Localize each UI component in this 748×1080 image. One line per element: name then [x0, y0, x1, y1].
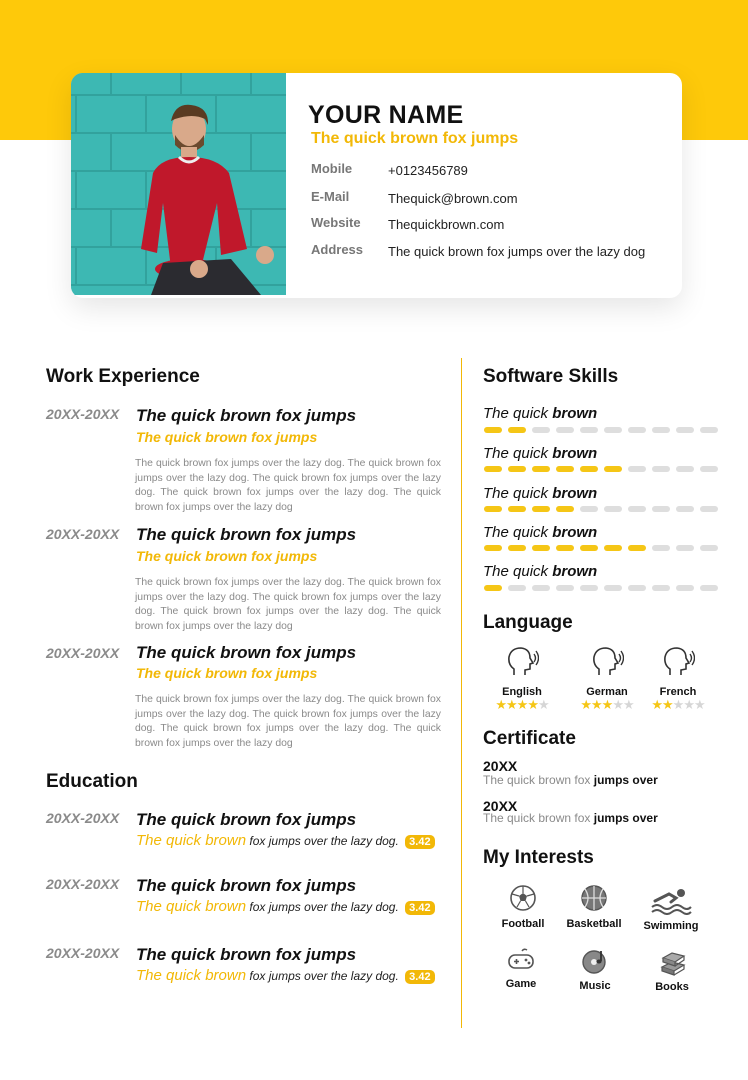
- education-highlight: The quick brown: [136, 898, 247, 915]
- skill-segment-empty: [700, 466, 718, 472]
- skill-segment-empty: [604, 585, 622, 591]
- work-description: The quick brown fox jumps over the lazy dog. The quick brown fox jumps over the lazy dog. The quick brown fox jumps over the lazy dog. The quick brown fox jumps over the lazy dog. The quick brown fox jumps over the lazy dog: [135, 694, 441, 749]
- skill-segment-filled: [532, 466, 550, 472]
- skill-label: [483, 524, 597, 541]
- education-rest: fox jumps over the lazy dog.: [249, 969, 399, 983]
- star-icon: ★: [662, 697, 673, 712]
- person-name: YOUR NAME: [308, 101, 464, 129]
- language-english: [482, 645, 562, 712]
- skill-segment-empty: [628, 427, 646, 433]
- profile-photo: [71, 73, 286, 295]
- interest-name: Basketball: [566, 918, 622, 930]
- books-icon: [657, 946, 687, 976]
- skill-segment-empty: [652, 545, 670, 551]
- contact-value: +0123456789: [388, 163, 468, 178]
- speaking-head-icon: [590, 645, 624, 679]
- work-title: The quick brown fox jumps: [136, 643, 357, 662]
- education-year: 20XX-20XX: [46, 876, 120, 892]
- skill-bold: brown: [552, 445, 598, 462]
- profile-tagline: The quick brown fox jumps: [311, 130, 519, 147]
- skill-segment-empty: [700, 506, 718, 512]
- work-year: 20XX-20XX: [46, 645, 120, 661]
- education-year: 20XX-20XX: [46, 810, 120, 826]
- skill-segment-empty: [700, 427, 718, 433]
- education-heading: Education: [46, 771, 138, 792]
- star-rating: [567, 698, 647, 712]
- star-rating: [482, 698, 562, 712]
- interest-name: Game: [505, 978, 537, 990]
- skill-segment-filled: [484, 466, 502, 472]
- skill-prefix: The quick: [483, 524, 549, 541]
- certificate-heading: Certificate: [483, 728, 576, 749]
- skill-segment-empty: [580, 427, 598, 433]
- skill-bold: brown: [552, 405, 598, 422]
- column-divider: [461, 358, 462, 1028]
- skill-segment-empty: [628, 466, 646, 472]
- skill-segment-empty: [580, 506, 598, 512]
- star-icon: ★: [683, 697, 694, 712]
- work-year: 20XX-20XX: [46, 526, 120, 542]
- certificate-desc: [483, 811, 658, 825]
- skill-segment-empty: [532, 427, 550, 433]
- star-icon: ★: [672, 697, 684, 712]
- certificate-text: The quick brown fox: [483, 811, 591, 825]
- skill-segment-filled: [484, 545, 502, 551]
- certificate-desc: [483, 773, 658, 787]
- education-title: The quick brown fox jumps: [136, 945, 357, 964]
- gpa-badge: 3.42: [405, 901, 434, 915]
- skill-segment-empty: [652, 585, 670, 591]
- skill-segment-filled: [484, 506, 502, 512]
- skills-heading: Software Skills: [483, 366, 619, 387]
- interest-books: [632, 946, 712, 993]
- skill-segment-filled: [628, 545, 646, 551]
- education-rest: fox jumps over the lazy dog.: [249, 834, 399, 848]
- interest-name: Football: [501, 918, 545, 930]
- star-icon: ★: [506, 697, 517, 712]
- education-title: The quick brown fox jumps: [136, 810, 357, 829]
- skill-segment-filled: [604, 466, 622, 472]
- work-subtitle: The quick brown fox jumps: [136, 548, 318, 564]
- work-subtitle: The quick brown fox jumps: [136, 429, 318, 445]
- interest-football: [483, 883, 563, 930]
- work-description: The quick brown fox jumps over the lazy dog. The quick brown fox jumps over the lazy dog. The quick brown fox jumps over the lazy dog. The quick brown fox jumps over the lazy dog. The quick brown fox jumps over the lazy dog: [135, 458, 441, 513]
- education-highlight: The quick brown: [136, 967, 247, 984]
- contact-value: The quick brown fox jumps over the lazy dog: [388, 244, 646, 259]
- interests-heading: My Interests: [483, 847, 594, 868]
- skill-segment-empty: [676, 585, 694, 591]
- work-subtitle: The quick brown fox jumps: [136, 665, 318, 681]
- star-icon: ★: [601, 697, 613, 712]
- education-rest: fox jumps over the lazy dog.: [249, 900, 399, 914]
- star-icon: ★: [651, 697, 663, 712]
- work-title: The quick brown fox jumps: [136, 525, 357, 544]
- gpa-badge: 3.42: [405, 835, 434, 849]
- star-icon: ★: [516, 697, 528, 712]
- skill-segment-empty: [676, 427, 694, 433]
- skill-segment-empty: [676, 545, 694, 551]
- education-detail: [136, 898, 435, 915]
- skill-segment-filled: [556, 466, 574, 472]
- interest-game: [481, 947, 561, 990]
- skill-segment-empty: [604, 427, 622, 433]
- interest-basketball: [554, 883, 634, 930]
- language-german: [567, 645, 647, 712]
- football-icon: [508, 883, 538, 913]
- skill-segment-filled: [508, 466, 526, 472]
- work-title: The quick brown fox jumps: [136, 406, 357, 425]
- skill-segment-empty: [604, 506, 622, 512]
- interest-name: Music: [579, 980, 611, 992]
- skill-bold: brown: [552, 563, 598, 580]
- education-highlight: The quick brown: [136, 832, 247, 849]
- education-title: The quick brown fox jumps: [136, 876, 357, 895]
- basketball-icon: [579, 883, 609, 913]
- skill-segment-filled: [556, 545, 574, 551]
- star-rating: [638, 698, 718, 712]
- skill-segment-filled: [556, 506, 574, 512]
- skill-segment-filled: [508, 506, 526, 512]
- certificate-year: 20XX: [483, 798, 518, 814]
- skill-segment-filled: [532, 506, 550, 512]
- star-icon: ★: [591, 697, 602, 712]
- skill-segment-empty: [628, 585, 646, 591]
- skill-segment-empty: [508, 585, 526, 591]
- skill-segment-empty: [700, 585, 718, 591]
- star-icon: ★: [527, 697, 538, 712]
- speaking-head-icon: [661, 645, 695, 679]
- skill-segment-empty: [556, 585, 574, 591]
- contact-label: Address: [311, 242, 364, 257]
- contact-label: E-Mail: [311, 189, 350, 204]
- skill-segment-filled: [580, 466, 598, 472]
- certificate-text: The quick brown fox: [483, 773, 591, 787]
- skill-bold: brown: [552, 524, 598, 541]
- skill-label: [483, 445, 597, 462]
- certificate-year: 20XX: [483, 758, 518, 774]
- skill-segment-filled: [532, 545, 550, 551]
- profile-card: [71, 73, 682, 298]
- work-heading: Work Experience: [46, 366, 200, 387]
- skill-segment-empty: [676, 506, 694, 512]
- skill-segment-empty: [580, 585, 598, 591]
- star-icon: ★: [622, 697, 634, 712]
- skill-segment-empty: [652, 466, 670, 472]
- skill-segment-empty: [700, 545, 718, 551]
- skill-segment-empty: [556, 427, 574, 433]
- work-year: 20XX-20XX: [46, 406, 120, 422]
- contact-label: Mobile: [311, 161, 353, 176]
- skill-prefix: The quick: [483, 563, 549, 580]
- interest-swimming: [631, 885, 711, 932]
- gpa-badge: 3.42: [405, 970, 434, 984]
- swimming-icon: [649, 885, 693, 915]
- star-icon: ★: [580, 697, 592, 712]
- education-detail: [136, 832, 435, 849]
- speaking-head-icon: [505, 645, 539, 679]
- skill-label: [483, 485, 597, 502]
- star-icon: ★: [495, 697, 507, 712]
- star-icon: ★: [693, 697, 705, 712]
- skill-label: [483, 563, 597, 580]
- language-name: German: [586, 686, 628, 698]
- contact-value[interactable]: Thequick@brown.com: [388, 191, 518, 206]
- skill-segment-filled: [484, 427, 502, 433]
- skill-bold: brown: [552, 485, 598, 502]
- contact-value[interactable]: Thequickbrown.com: [388, 217, 505, 232]
- skill-segment-empty: [652, 427, 670, 433]
- certificate-bold: jumps over: [593, 773, 658, 787]
- skill-segment-filled: [484, 585, 502, 591]
- skill-segment-filled: [580, 545, 598, 551]
- language-french: [638, 645, 718, 712]
- skill-segment-empty: [628, 506, 646, 512]
- star-icon: ★: [612, 697, 623, 712]
- skill-label: [483, 405, 597, 422]
- interest-name: Swimming: [643, 920, 699, 932]
- skill-prefix: The quick: [483, 485, 549, 502]
- music-icon: [580, 947, 610, 975]
- language-heading: Language: [483, 612, 573, 633]
- work-description: The quick brown fox jumps over the lazy dog. The quick brown fox jumps over the lazy dog. The quick brown fox jumps over the lazy dog. The quick brown fox jumps over the lazy dog. The quick brown fox jumps over the lazy dog: [135, 577, 441, 632]
- skill-prefix: The quick: [483, 405, 549, 422]
- skill-segment-empty: [676, 466, 694, 472]
- gamepad-icon: [506, 947, 536, 973]
- skill-segment-empty: [532, 585, 550, 591]
- interest-name: Books: [655, 981, 689, 993]
- skill-segment-empty: [652, 506, 670, 512]
- skill-segment-filled: [508, 427, 526, 433]
- skill-prefix: The quick: [483, 445, 549, 462]
- skill-segment-filled: [508, 545, 526, 551]
- education-year: 20XX-20XX: [46, 945, 120, 961]
- contact-label: Website: [311, 215, 361, 230]
- education-detail: [136, 967, 435, 984]
- interest-music: [555, 947, 635, 992]
- language-name: English: [502, 686, 542, 698]
- certificate-bold: jumps over: [593, 811, 658, 825]
- skill-segment-filled: [604, 545, 622, 551]
- language-name: French: [659, 686, 697, 698]
- star-icon: ★: [537, 697, 549, 712]
